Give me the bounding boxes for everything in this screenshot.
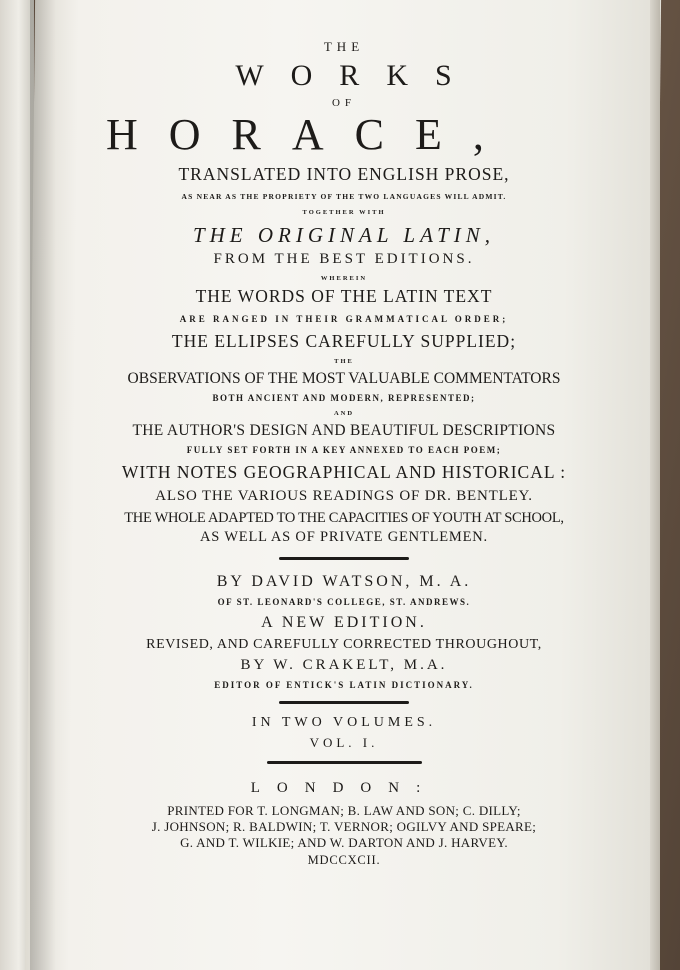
authors-design-line: THE AUTHOR'S DESIGN AND BEAUTIFUL DESCRIPTIONS <box>132 421 556 439</box>
ellipses-line: THE ELLIPSES CAREFULLY SUPPLIED; <box>171 330 517 351</box>
author-line: BY DAVID WATSON, M. A. <box>216 572 472 590</box>
as-well-line: AS WELL AS OF PRIVATE GENTLEMEN. <box>200 529 488 545</box>
original-latin-line: THE ORIGINAL LATIN, <box>192 222 496 247</box>
observations-line: OBSERVATIONS OF THE MOST VALUABLE COMMENTATORS <box>127 369 561 387</box>
wherein-line: WHEREIN <box>320 274 368 282</box>
printed-line-1: PRINTED FOR T. LONGMAN; B. LAW AND SON; C. DILLY; <box>167 802 521 818</box>
the-connector-line: THE <box>334 358 354 365</box>
both-ancient-line: BOTH ANCIENT AND MODERN, REPRESENTED; <box>212 393 476 403</box>
the-heading: THE <box>323 39 365 54</box>
title-page-text <box>104 36 584 866</box>
whole-adapted-line: THE WHOLE ADAPTED TO THE CAPACITIES OF YOUTH AT SCHOOL, <box>124 509 564 526</box>
entick-line: EDITOR OF ENTICK'S LATIN DICTIONARY. <box>214 679 474 690</box>
best-editions-line: FROM THE BEST EDITIONS. <box>213 250 475 267</box>
crakelt-line: BY W. CRAKELT, M.A. <box>240 656 448 673</box>
london-line: LONDON: <box>250 779 438 796</box>
two-volumes-line: IN TWO VOLUMES. <box>251 714 437 730</box>
together-with-line: TOGETHER WITH <box>302 209 386 216</box>
year-line: MDCCXCII. <box>307 852 381 867</box>
divider-rule-1 <box>279 557 409 560</box>
page-stack-edge <box>650 0 660 970</box>
divider-rule-2 <box>279 701 409 704</box>
as-near-line: AS NEAR AS THE PROPRIETY OF THE TWO LANGUAGES WILL ADMIT. <box>181 191 507 201</box>
translated-line: TRANSLATED INTO ENGLISH PROSE, <box>178 164 510 184</box>
works-heading: WORKS <box>235 59 479 92</box>
college-line: OF ST. LEONARD'S COLLEGE, ST. ANDREWS. <box>217 596 471 607</box>
also-various-line: ALSO THE VARIOUS READINGS OF DR. BENTLEY. <box>155 487 533 504</box>
printed-line-3: G. AND T. WILKIE; AND W. DARTON AND J. HARVEY. <box>180 834 508 850</box>
of-heading: OF <box>331 97 357 109</box>
and-connector-line: AND <box>333 410 355 417</box>
volume-line: VOL. I. <box>309 734 379 750</box>
fully-set-line: FULLY SET FORTH IN A KEY ANNEXED TO EACH POEM; <box>186 445 502 455</box>
divider-rule-3 <box>267 761 422 764</box>
new-edition-line: A NEW EDITION. <box>261 613 427 631</box>
words-latin-line: THE WORDS OF THE LATIN TEXT <box>195 286 493 306</box>
horace-title: HORACE, <box>106 110 515 159</box>
with-notes-line: WITH NOTES GEOGRAPHICAL AND HISTORICAL : <box>121 462 567 482</box>
page-gutter-shadow <box>30 0 56 970</box>
ranged-line: ARE RANGED IN THEIR GRAMMATICAL ORDER; <box>179 313 509 324</box>
printed-line-2: J. JOHNSON; R. BALDWIN; T. VERNOR; OGILVY AND SPEARE; <box>151 818 537 834</box>
revised-line: REVISED, AND CAREFULLY CORRECTED THROUGHOUT, <box>146 636 542 652</box>
